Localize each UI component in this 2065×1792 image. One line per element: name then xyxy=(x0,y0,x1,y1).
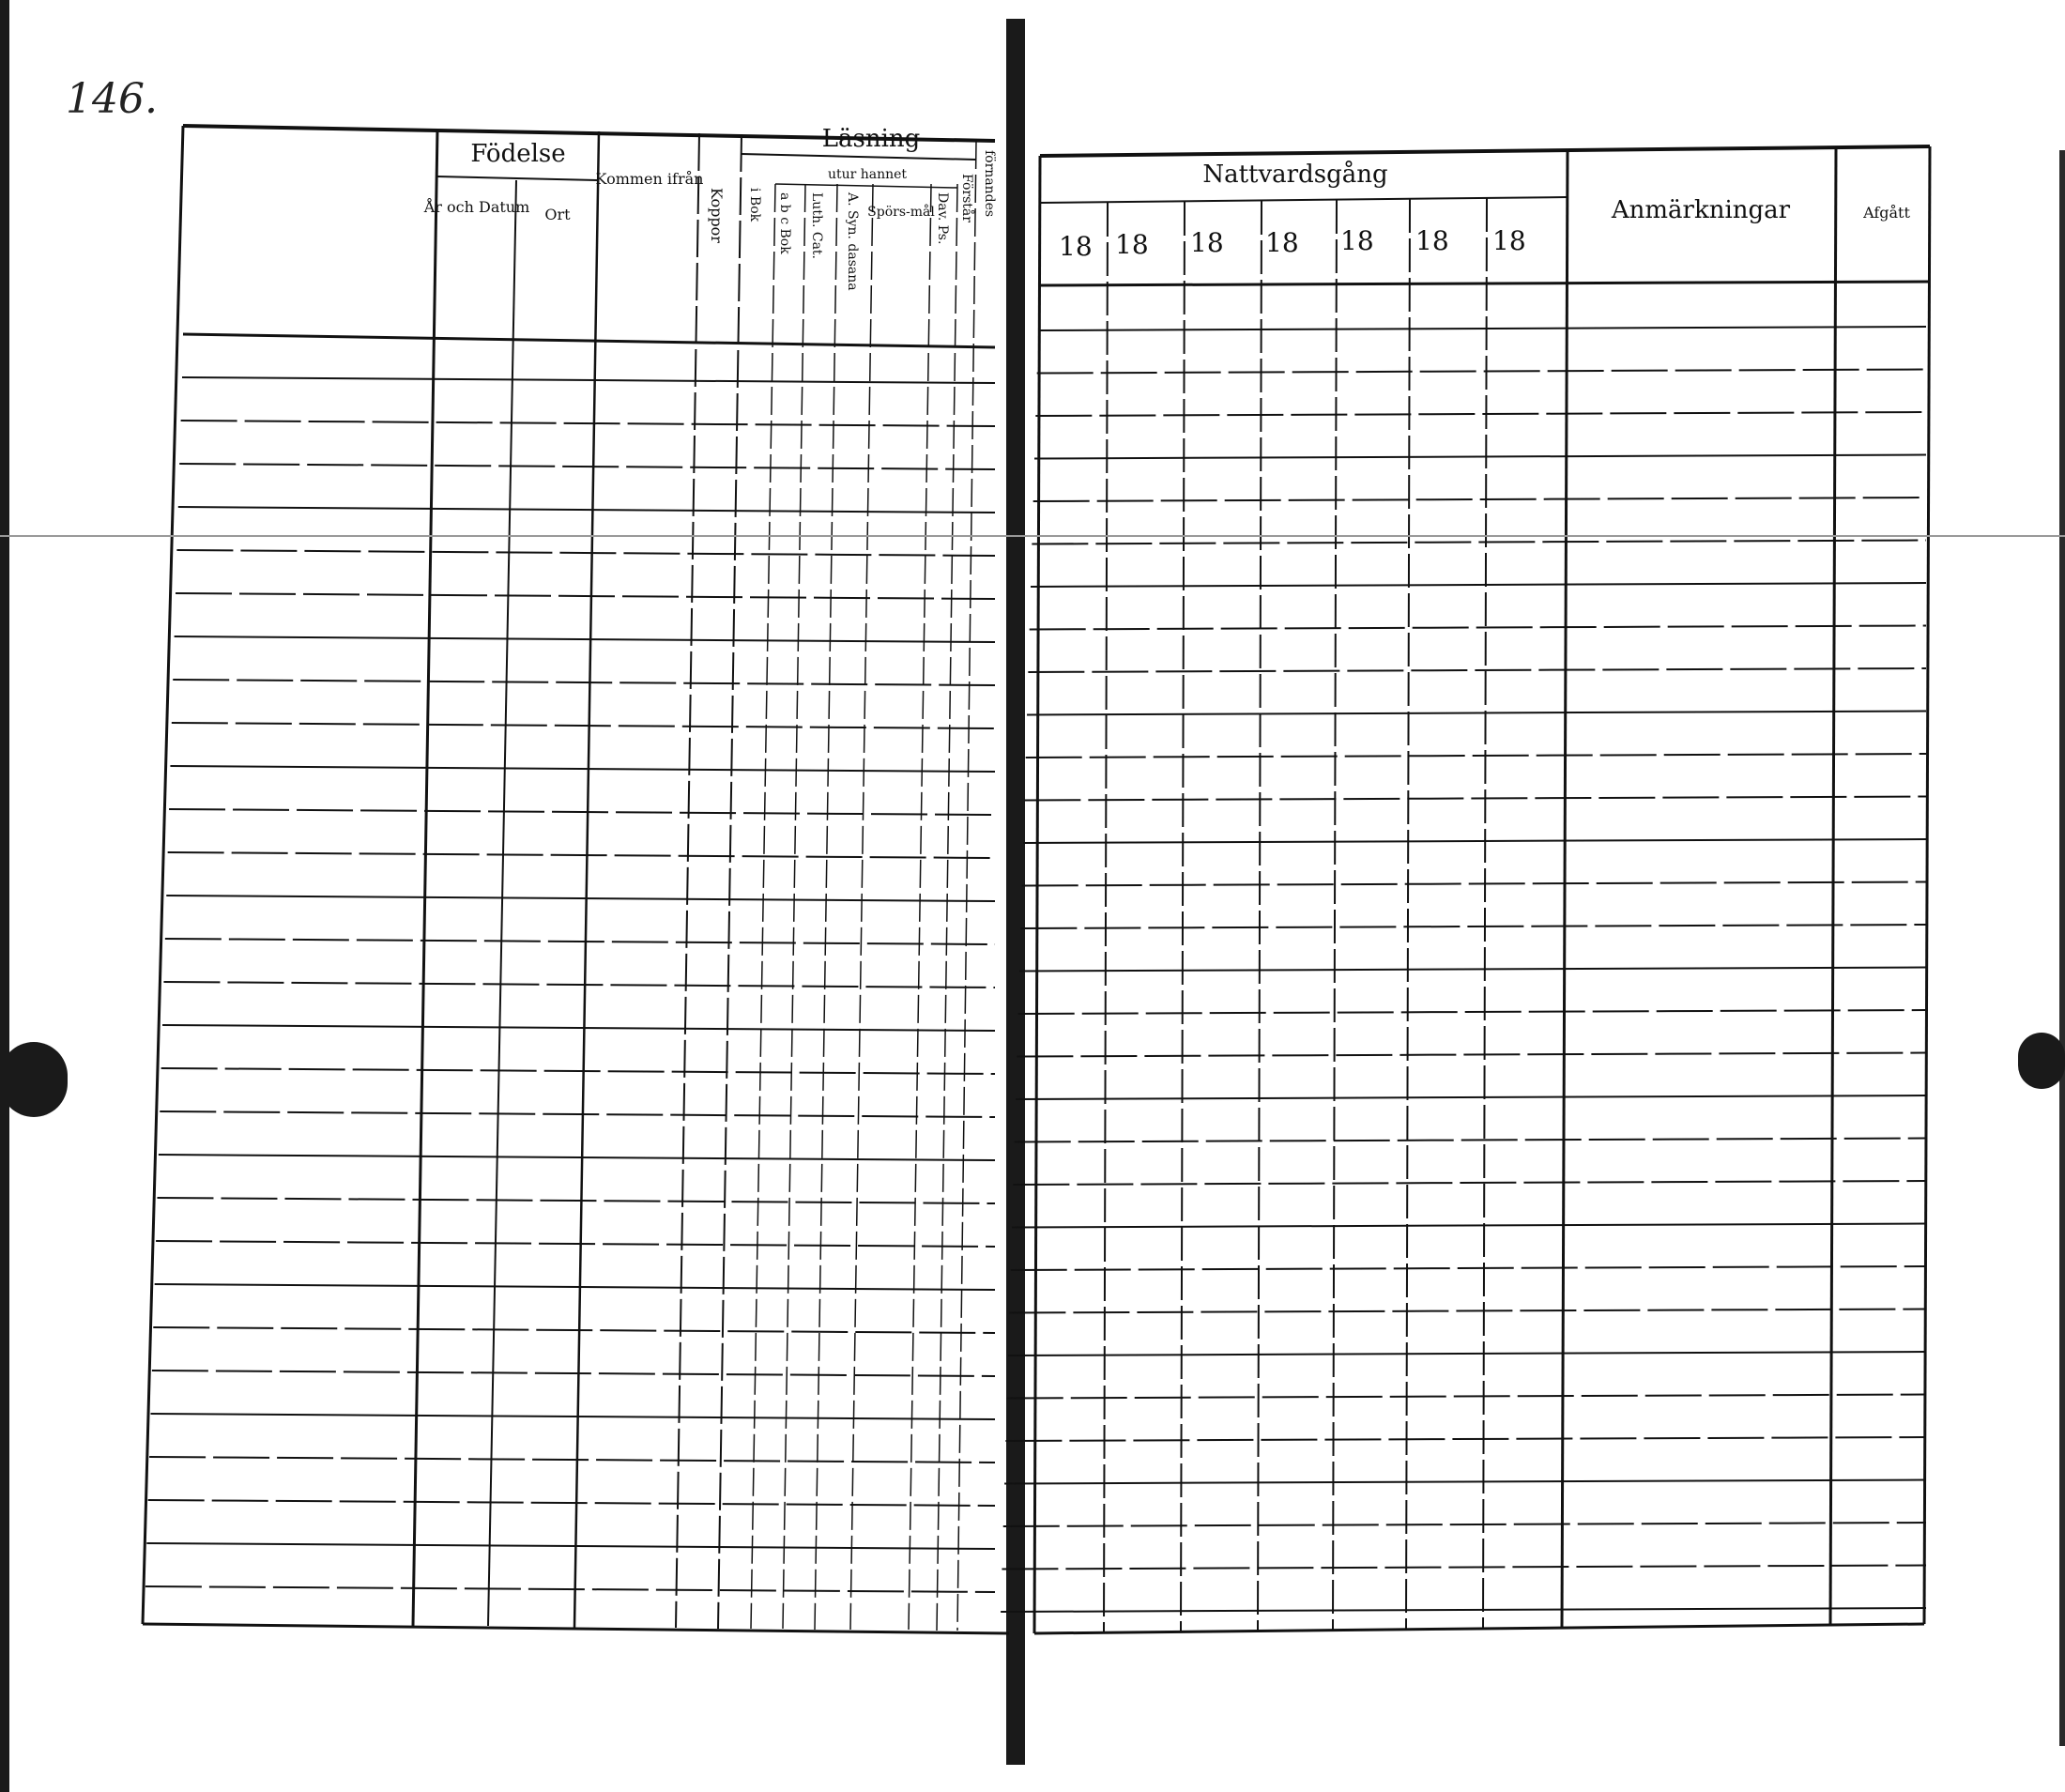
left-row-rule xyxy=(156,1241,995,1247)
col-v-12 xyxy=(957,141,976,1631)
left-row-rule xyxy=(153,1327,995,1333)
scan-artifact-line xyxy=(0,535,2065,537)
page-number: 146. xyxy=(66,75,158,123)
right-row-rule xyxy=(1019,968,1926,972)
left-header-rule xyxy=(183,334,995,347)
right-page-headers xyxy=(1059,160,1910,262)
header-ort: Ort xyxy=(544,206,571,223)
col-v-9 xyxy=(850,184,873,1630)
left-row-rule xyxy=(160,1111,995,1117)
right-row-rule xyxy=(1015,1139,1926,1142)
left-row-rule xyxy=(172,723,995,728)
header-a-syn-dasana: A. Syn. dasana xyxy=(845,192,860,291)
col-v-1 xyxy=(413,130,437,1626)
header-fodelse: Födelse xyxy=(470,140,566,168)
right-row-rule xyxy=(1009,1310,1926,1313)
left-row-rule xyxy=(173,680,995,685)
right-row-rule xyxy=(1020,925,1926,928)
year-label-6: 18 xyxy=(1415,225,1449,256)
right-row-rule xyxy=(1017,1053,1926,1057)
left-row-rule xyxy=(159,1155,995,1160)
col-v-4 xyxy=(676,133,699,1628)
left-row-rule xyxy=(146,1543,995,1549)
year-label-1: 18 xyxy=(1059,231,1093,262)
right-page-rows xyxy=(1001,327,1926,1612)
right-row-rule xyxy=(1031,583,1926,587)
right-row-rule xyxy=(1023,839,1926,843)
right-row-rule xyxy=(1001,1608,1926,1612)
year-label-4: 18 xyxy=(1265,227,1299,258)
header-utur-hannet: utur hannet xyxy=(827,167,908,182)
right-row-rule xyxy=(1028,668,1926,672)
year-label-2: 18 xyxy=(1115,229,1149,260)
col-v-5 xyxy=(718,134,742,1629)
right-row-rule xyxy=(1024,797,1926,801)
left-row-rule xyxy=(181,421,995,426)
left-page-headers xyxy=(423,125,997,291)
header-luth-cat: Luth. Cat. xyxy=(809,192,824,259)
left-row-rule xyxy=(179,464,995,469)
right-row-rule xyxy=(1007,1395,1926,1399)
right-row-rule xyxy=(1034,455,1926,459)
right-outer-border xyxy=(1924,146,1930,1624)
left-outer-border xyxy=(143,126,183,1624)
left-row-rule xyxy=(161,1068,995,1074)
left-row-rule xyxy=(148,1500,995,1506)
col-v-10 xyxy=(909,184,931,1630)
left-row-rule xyxy=(150,1414,995,1419)
left-bottom-rule xyxy=(143,1624,1009,1633)
nattvard-sub-rule xyxy=(1040,197,1568,203)
header-kommen-ifran: Kommen ifrån xyxy=(595,170,704,188)
left-row-rule xyxy=(145,1586,995,1592)
header-abc-bok: a b c Bok xyxy=(777,192,792,254)
left-row-rule xyxy=(166,896,995,901)
right-row-rule xyxy=(1033,498,1926,501)
right-row-rule xyxy=(1004,1480,1926,1484)
header-nattvardsgang: Nattvardsgång xyxy=(1202,161,1388,189)
right-row-rule xyxy=(1035,412,1926,416)
year-label-3: 18 xyxy=(1190,227,1224,258)
col-v-3 xyxy=(574,131,599,1628)
left-row-rule xyxy=(169,809,995,815)
header-anmarkningar: Anmärkningar xyxy=(1611,196,1791,224)
header-dav-ps: Dav. Ps. xyxy=(935,192,950,245)
col-v-7 xyxy=(783,184,805,1629)
header-lasning: Läsning xyxy=(821,125,921,153)
left-row-rule xyxy=(152,1371,995,1376)
right-row-rule xyxy=(1016,1095,1926,1099)
right-inner-border xyxy=(1034,156,1040,1633)
left-row-rule xyxy=(182,377,995,383)
right-row-rule xyxy=(1003,1523,1926,1526)
col-v-8 xyxy=(815,184,837,1630)
right-row-rule xyxy=(1008,1352,1926,1355)
right-header-rule xyxy=(1040,282,1930,285)
right-row-rule xyxy=(1013,1181,1926,1185)
col-v-2 xyxy=(488,180,516,1626)
right-row-rule xyxy=(1002,1566,1926,1570)
left-row-rule xyxy=(163,982,995,988)
right-row-rule xyxy=(1038,327,1926,330)
left-row-rule xyxy=(155,1284,995,1290)
left-row-rule xyxy=(157,1198,995,1203)
right-row-rule xyxy=(1011,1266,1926,1270)
left-row-rule xyxy=(176,593,995,599)
header-ar-och-datum: År och Datum xyxy=(423,198,530,216)
col-v-11 xyxy=(937,184,957,1631)
right-row-rule xyxy=(1037,370,1926,374)
right-page-grid xyxy=(1034,146,1930,1633)
left-row-rule xyxy=(170,766,995,772)
fodelse-sub-rule xyxy=(437,176,597,180)
left-page-grid xyxy=(143,126,1009,1633)
right-row-rule xyxy=(1012,1224,1926,1228)
right-row-rule xyxy=(1030,626,1926,630)
lasning-sub-rule xyxy=(742,154,976,160)
left-row-rule xyxy=(175,636,995,642)
right-row-rule xyxy=(1027,712,1926,715)
right-bottom-rule xyxy=(1034,1624,1924,1633)
col-v-6 xyxy=(751,184,775,1629)
right-row-rule xyxy=(1022,882,1926,886)
left-row-rule xyxy=(162,1025,995,1031)
left-row-rule xyxy=(168,852,995,858)
year-col-v-1 xyxy=(1104,203,1108,1631)
right-row-rule xyxy=(1026,754,1926,758)
right-row-rule xyxy=(1005,1437,1926,1441)
year-col-v-6 xyxy=(1483,198,1487,1628)
header-koppor: Koppor xyxy=(708,188,726,243)
year-label-7: 18 xyxy=(1492,225,1526,256)
left-row-rule xyxy=(178,507,995,513)
header-forstar: Förstår xyxy=(959,174,974,222)
right-top-rule xyxy=(1040,146,1930,156)
left-row-rule xyxy=(165,939,995,944)
year-label-5: 18 xyxy=(1340,225,1374,256)
header-afgatt: Afgått xyxy=(1863,204,1910,222)
right-row-rule xyxy=(1018,1010,1926,1014)
left-row-rule xyxy=(149,1457,995,1463)
header-i-bok: i Bok xyxy=(747,188,762,222)
right-row-rule xyxy=(1032,541,1926,544)
header-fornandes: förnandes xyxy=(982,150,997,218)
header-sporsmal: Spörs-mål xyxy=(867,205,935,220)
left-row-rule xyxy=(176,550,995,556)
utur-sub-rule xyxy=(775,184,957,188)
